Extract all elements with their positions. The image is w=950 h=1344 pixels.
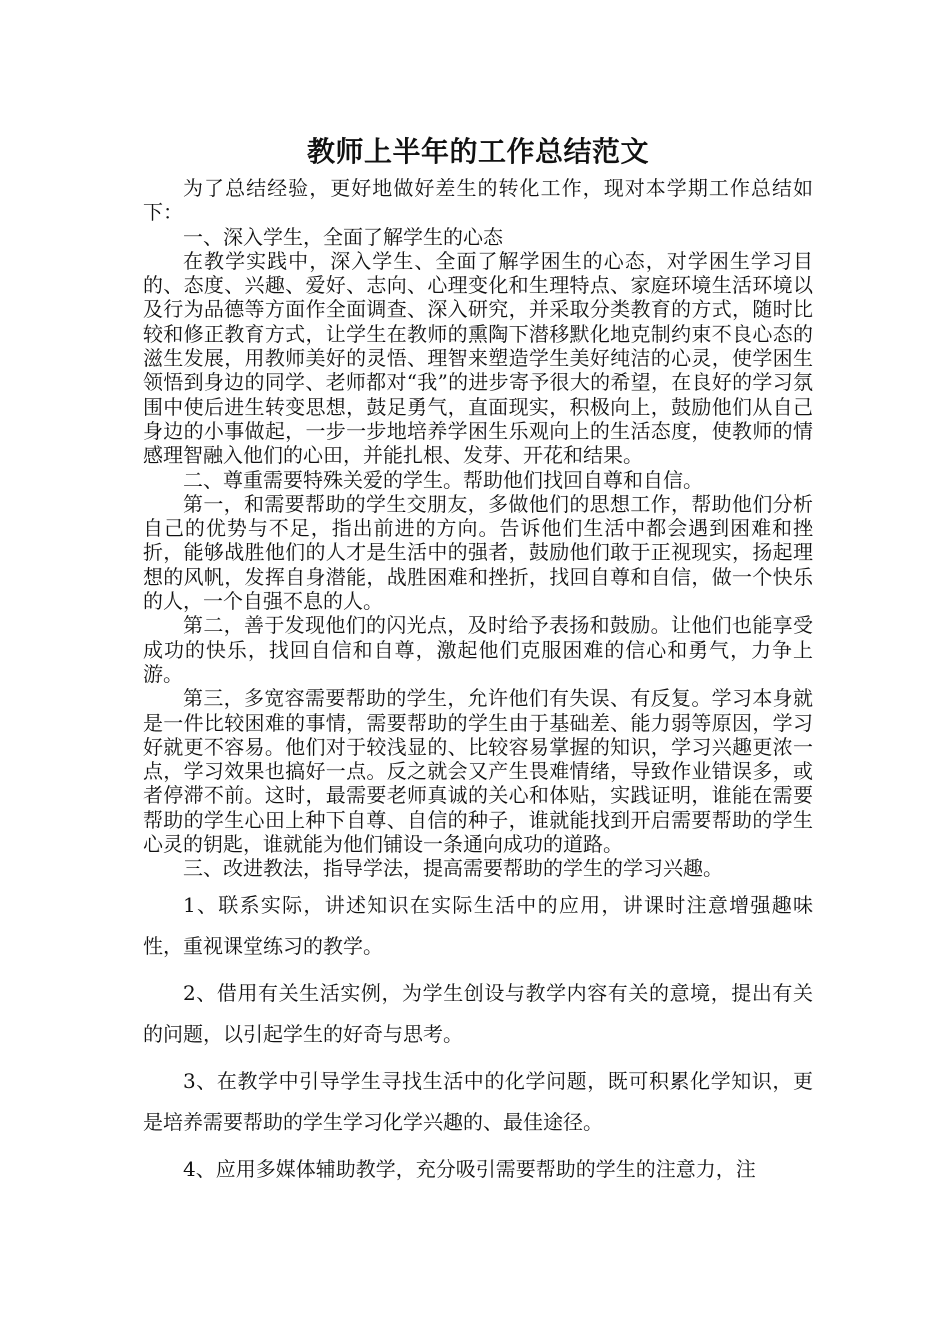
section-heading-2: 二、尊重需要特殊关爱的学生。帮助他们找回自尊和自信。 bbox=[183, 467, 703, 492]
body-paragraph: 第二，善于发现他们的闪光点，及时给予表扬和鼓励。让他们也能享受成功的快乐，找回自信和自尊，激起他们克服困难的信心和勇气，力争上游。 bbox=[143, 613, 813, 686]
document-title: 教师上半年的工作总结范文 bbox=[306, 135, 649, 168]
list-item: 3、在教学中引导学生寻找生活中的化学问题，既可积累化学知识，更是培养需要帮助的学生学习化学兴趣的、最佳途径。 bbox=[143, 1068, 813, 1134]
section-heading-1: 一、深入学生，全面了解学生的心态 bbox=[183, 224, 503, 249]
intro-paragraph: 为了总结经验，更好地做好差生的转化工作，现对本学期工作总结如下： bbox=[143, 176, 813, 225]
list-item: 2、借用有关生活实例，为学生创设与教学内容有关的意境，提出有关的问题，以引起学生的好奇与思考。 bbox=[143, 980, 813, 1046]
document-body bbox=[143, 176, 813, 881]
document-page bbox=[143, 130, 813, 1196]
body-paragraph: 第一，和需要帮助的学生交朋友，多做他们的思想工作，帮助他们分析自己的优势与不足，指出前进的方向。告诉他们生活中都会遇到困难和挫折，能够战胜他们的人才是生活中的强者，鼓励他们敢于正视现实，扬起理想的风帆，发挥自身潜能，战胜困难和挫折，找回自尊和自信，做一个快乐的人，一个自强不息的人。 bbox=[143, 491, 813, 614]
list-item: 1、联系实际，讲述知识在实际生活中的应用，讲课时注意增强趣味性，重视课堂练习的教学。 bbox=[143, 892, 813, 958]
body-paragraph: 第三，多宽容需要帮助的学生，允许他们有失误、有反复。学习本身就是一件比较困难的事情，需要帮助的学生由于基础差、能力弱等原因，学习好就更不容易。他们对于较浅显的、比较容易掌握的知识，学习兴趣更浓一点，学习效果也搞好一点。反之就会又产生畏难情绪，导致作业错误多，或者停滞不前。这时，最需要老师真诚的关心和体贴，实践证明，谁能在需要帮助的学生心田上种下自尊、自信的种子，谁就能找到开启需要帮助的学生心灵的钥匙，谁就能为他们铺设一条通向成功的道路。 bbox=[143, 686, 813, 857]
numbered-list bbox=[143, 885, 813, 1190]
section-heading-3: 三、改进教法，指导学法，提高需要帮助的学生的学习兴趣。 bbox=[183, 856, 723, 881]
body-paragraph: 在教学实践中，深入学生、全面了解学困生的心态，对学困生学习目的、态度、兴趣、爱好、志向、心理变化和生理特点、家庭环境生活环境以及行为品德等方面作全面调查、深入研究，并采取分类教育的方式，随时比较和修正教育方式，让学生在教师的熏陶下潜移默化地克制约束不良心态的滋生发展，用教师美好的灵悟、理智来塑造学生美好纯洁的心灵，使学困生领悟到身边的同学、老师都对“我”的进步寄予很大的希望，在良好的学习氛围中使后进生转变思想，鼓足勇气，直面现实，积极向上，鼓励他们从自己身边的小事做起，一步一步地培养学困生乐观向上的生活态度，使教师的情感理智融入他们的心田，并能扎根、发芽、开花和结果。 bbox=[143, 248, 813, 468]
list-item: 4、应用多媒体辅助教学，充分吸引需要帮助的学生的注意力，注 bbox=[183, 1156, 756, 1181]
